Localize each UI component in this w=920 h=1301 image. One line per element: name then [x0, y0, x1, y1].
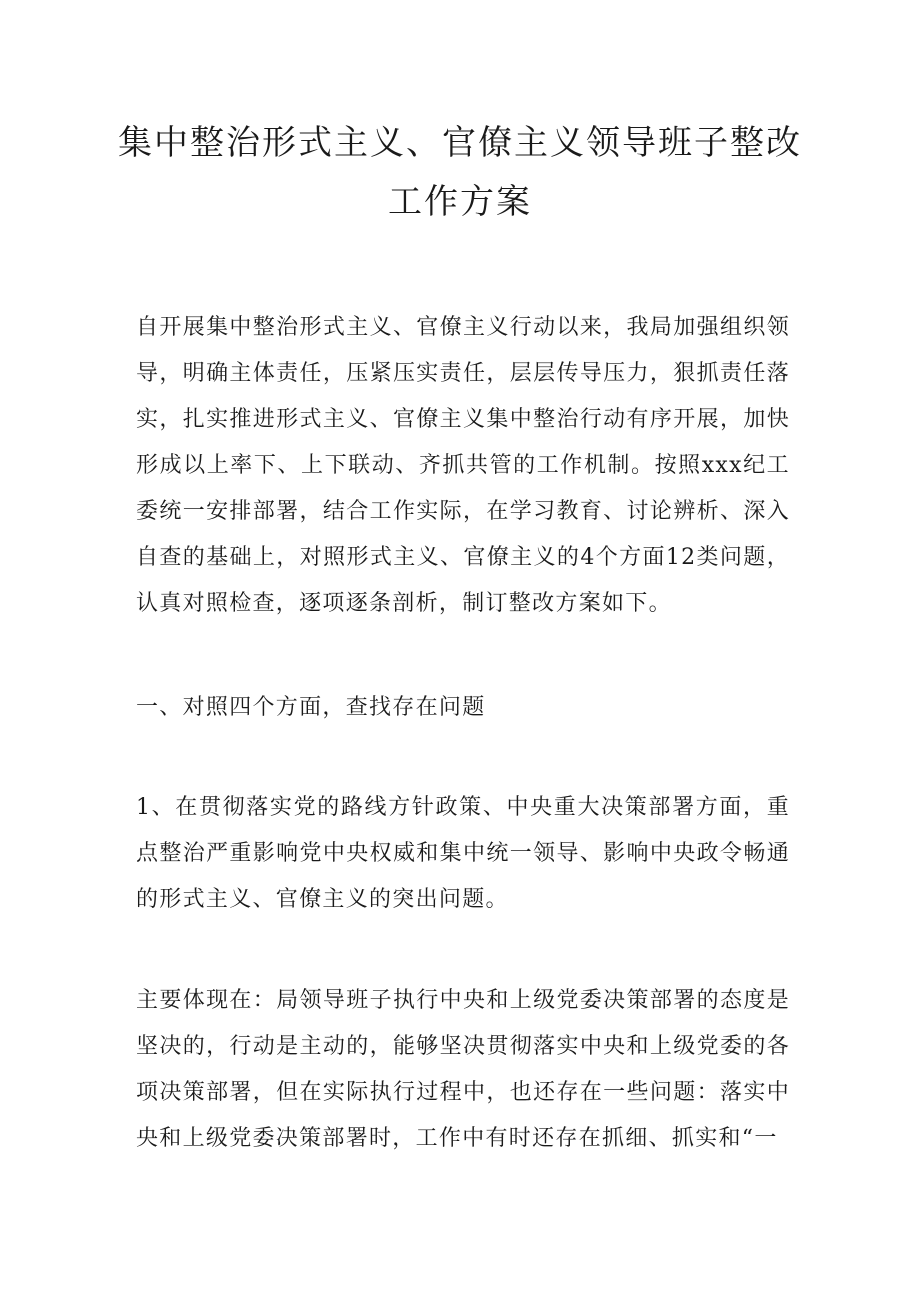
document-title-line-2: 工作方案	[388, 182, 532, 222]
section-heading: 一、对照四个方面，查找存在问题	[136, 695, 486, 720]
main-findings-paragraph: 主要体现在：局领导班子执行中央和上级党委决策部署的态度是坚决的，行动是主动的，能够坚决贯彻落实中央和上级党委的各项决策部署，但在实际执行过程中，也还存在一些问题：落实中央和上级党委决策部署时，工作中有时还存在抓细、抓实和“一	[136, 988, 790, 1151]
intro-paragraph: 自开展集中整治形式主义、官僚主义行动以来，我局加强组织领导，明确主体责任，压紧压实责任，层层传导压力，狠抓责任落实，扎实推进形式主义、官僚主义集中整治行动有序开展，加快形成以上率下、上下联动、齐抓共管的工作机制。按照xxx纪工委统一安排部署，结合工作实际，在学习教育、讨论辨析、深入自查的基础上，对照形式主义、官僚主义的4个方面12类问题，认真对照检查，逐项逐条剖析，制订整改方案如下。	[136, 315, 790, 616]
document-title-line-1: 集中整治形式主义、官僚主义领导班子整改	[118, 123, 802, 163]
item-1-paragraph: 1、在贯彻落实党的路线方针政策、中央重大决策部署方面，重点整治严重影响党中央权威和集中统一领导、影响中央政令畅通的形式主义、官僚主义的突出问题。	[136, 795, 790, 912]
